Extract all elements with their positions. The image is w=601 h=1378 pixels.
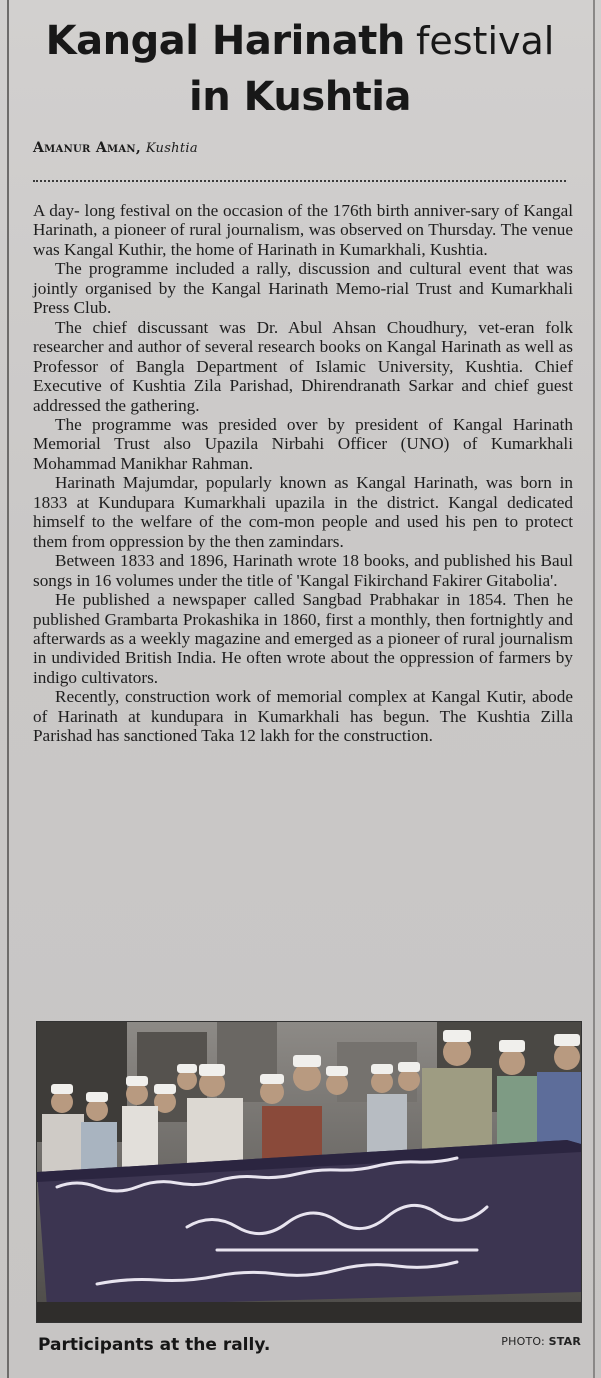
headline — [20, 14, 580, 126]
article-body — [33, 201, 573, 746]
rally-photo — [36, 1021, 582, 1323]
paragraph: A day- long festival on the occasion of the 176th birth anniver-sary of Kangal Harinath, a pioneer of rural journalism, was observed on Thursday. The venue was Kangal Kuthir, the home of Harinath in Kumarkhali, Kushtia. — [33, 201, 573, 259]
paragraph: The chief discussant was Dr. Abul Ahsan Choudhury, vet-eran folk researcher and author of several research books on Kangal Harinath as well as Professor of Bangla Department of Islamic University, Kushtia. Chief Executive of Kushtia Zila Parishad, Dhirendranath Sarkar and chief guest addressed the gathering. — [33, 317, 573, 415]
photo-credit — [501, 1335, 581, 1348]
paragraph: The programme was presided over by president of Kangal Harinath Memorial Trust also Upazila Nirbahi Officer (UNO) of Kumarkhali Mohammad Manikhar Rahman. — [33, 414, 573, 473]
dotted-divider — [33, 180, 566, 184]
paragraph: Harinath Majumdar, popularly known as Kangal Harinath, was born in 1833 at Kundupara Kumarkhali upazila in the district. Kangal dedicated himself to the welfare of the com-mon people and used his pen to protect them from oppression by the then zamindars. — [33, 473, 573, 551]
paragraph: Between 1833 and 1896, Harinath wrote 18 books, and published his Baul songs in 16 volumes under the title of 'Kangal Fikirchand Fakirer Gitabolia'. — [33, 551, 573, 590]
byline-author: Amanur Aman, — [33, 140, 142, 156]
headline-bold: Kangal Harinath — [45, 18, 405, 64]
photo-caption: Participants at the rally. — [38, 1335, 271, 1355]
paragraph: He published a newspaper called Sangbad Prabhakar in 1854. Then he published Grambarta Prokashika in 1860, first a monthly, then fortnightly and afterwards as a weekly magazine and emerged as a pioneer of rural journalism in undivided British India. He often wrote about the oppression of farmers by indigo cultivators. — [33, 590, 573, 687]
paragraph: The programme included a rally, discussion and cultural event that was jointly organised by the Kangal Harinath Memo-rial Trust and Kumarkhali Press Club. — [33, 259, 573, 318]
headline-regular: festival — [416, 19, 555, 63]
byline — [33, 140, 198, 156]
column-rule-left — [7, 0, 9, 1378]
paragraph: Recently, construction work of memorial complex at Kangal Kutir, abode of Harinath at kundupara in Kumarkhali has begun. The Kushtia Zilla Parishad has sanctioned Taka 12 lakh for the construction. — [33, 687, 573, 746]
photo-credit-name: STAR — [548, 1335, 581, 1348]
photo-credit-prefix: PHOTO: — [501, 1335, 545, 1348]
byline-place: Kushtia — [145, 141, 198, 156]
column-rule-right — [593, 0, 595, 1378]
headline-line2: in Kushtia — [189, 74, 411, 120]
